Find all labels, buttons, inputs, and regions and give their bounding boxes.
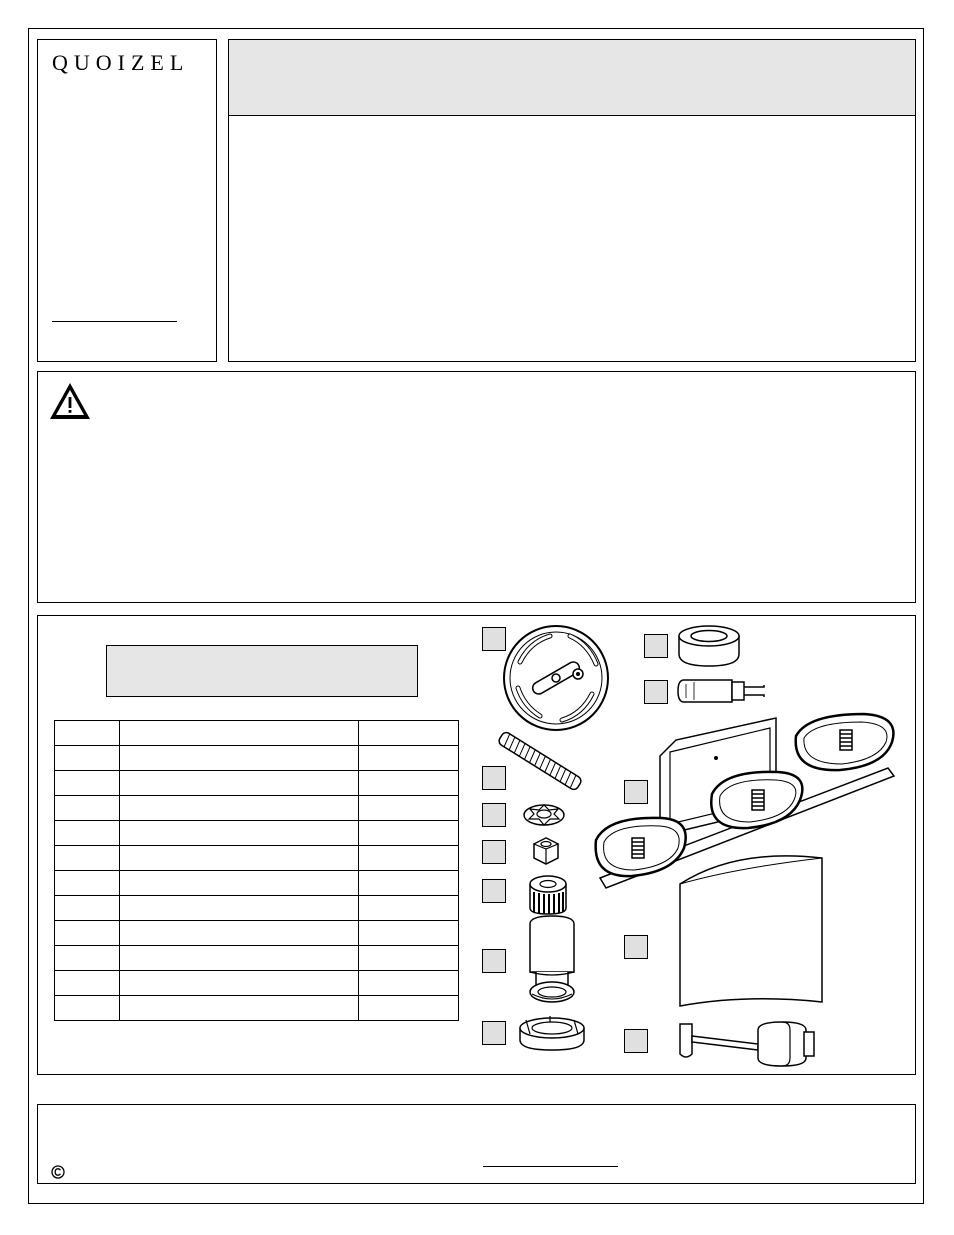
table-cell [119,871,358,896]
threaded-nipple-illustration [490,728,590,794]
logo-box [37,39,217,362]
table-row [55,971,459,996]
footer-box [37,1104,916,1184]
table-cell [55,771,120,796]
table-cell [119,996,358,1021]
socket-cover-illustration [522,914,582,1006]
part-tag [624,935,648,959]
part-tag [482,1021,506,1045]
table-row [55,821,459,846]
table-row [55,871,459,896]
copyright-icon [51,1165,65,1179]
table-cell [359,821,459,846]
table-cell [55,896,120,921]
star-washer-illustration [522,800,566,828]
table-cell [55,971,120,996]
table-row [55,921,459,946]
table-cell [55,946,120,971]
table-row [55,946,459,971]
part-tag [482,803,506,827]
table-cell [119,796,358,821]
table-cell [359,921,459,946]
table-row [55,746,459,771]
knurled-nut-illustration [526,872,570,916]
table-cell [55,746,120,771]
part-tag [482,879,506,903]
table-cell [119,946,358,971]
part-tag [482,840,506,864]
table-cell [55,821,120,846]
table-row [55,796,459,821]
title-band [229,40,915,116]
table-cell [55,796,120,821]
table-cell [119,821,358,846]
part-tag [624,1029,648,1053]
table-cell [119,771,358,796]
table-cell [359,971,459,996]
parts-table [54,720,459,1021]
glass-shade-illustration [676,854,828,1008]
table-cell [359,896,459,921]
table-cell [359,996,459,1021]
table-row [55,721,459,746]
table-row [55,846,459,871]
table-cell [359,871,459,896]
table-cell [359,846,459,871]
tape-roll-illustration [676,624,742,668]
table-row [55,771,459,796]
part-tag [644,634,668,658]
brand-logo: QUOIZEL [52,50,190,75]
table-cell [119,921,358,946]
table-cell [359,946,459,971]
warning-triangle-icon [49,382,91,420]
table-row [55,896,459,921]
table-cell [119,846,358,871]
part-tag [482,949,506,973]
table-cell [359,721,459,746]
table-cell [359,746,459,771]
table-cell [119,721,358,746]
table-row [55,996,459,1021]
table-cell [55,921,120,946]
logo-underline [52,321,177,322]
hex-nut-illustration [526,834,566,870]
parts-title-band [106,645,418,697]
table-cell [119,971,358,996]
table-cell [359,771,459,796]
warning-box [37,371,916,603]
table-cell [55,721,120,746]
table-cell [55,871,120,896]
table-cell [55,996,120,1021]
footer-underline [483,1166,618,1167]
table-cell [359,796,459,821]
socket-stem-illustration [676,1014,820,1072]
table-cell [119,896,358,921]
table-cell [55,846,120,871]
lock-nut-illustration [516,1014,588,1054]
table-cell [119,746,358,771]
